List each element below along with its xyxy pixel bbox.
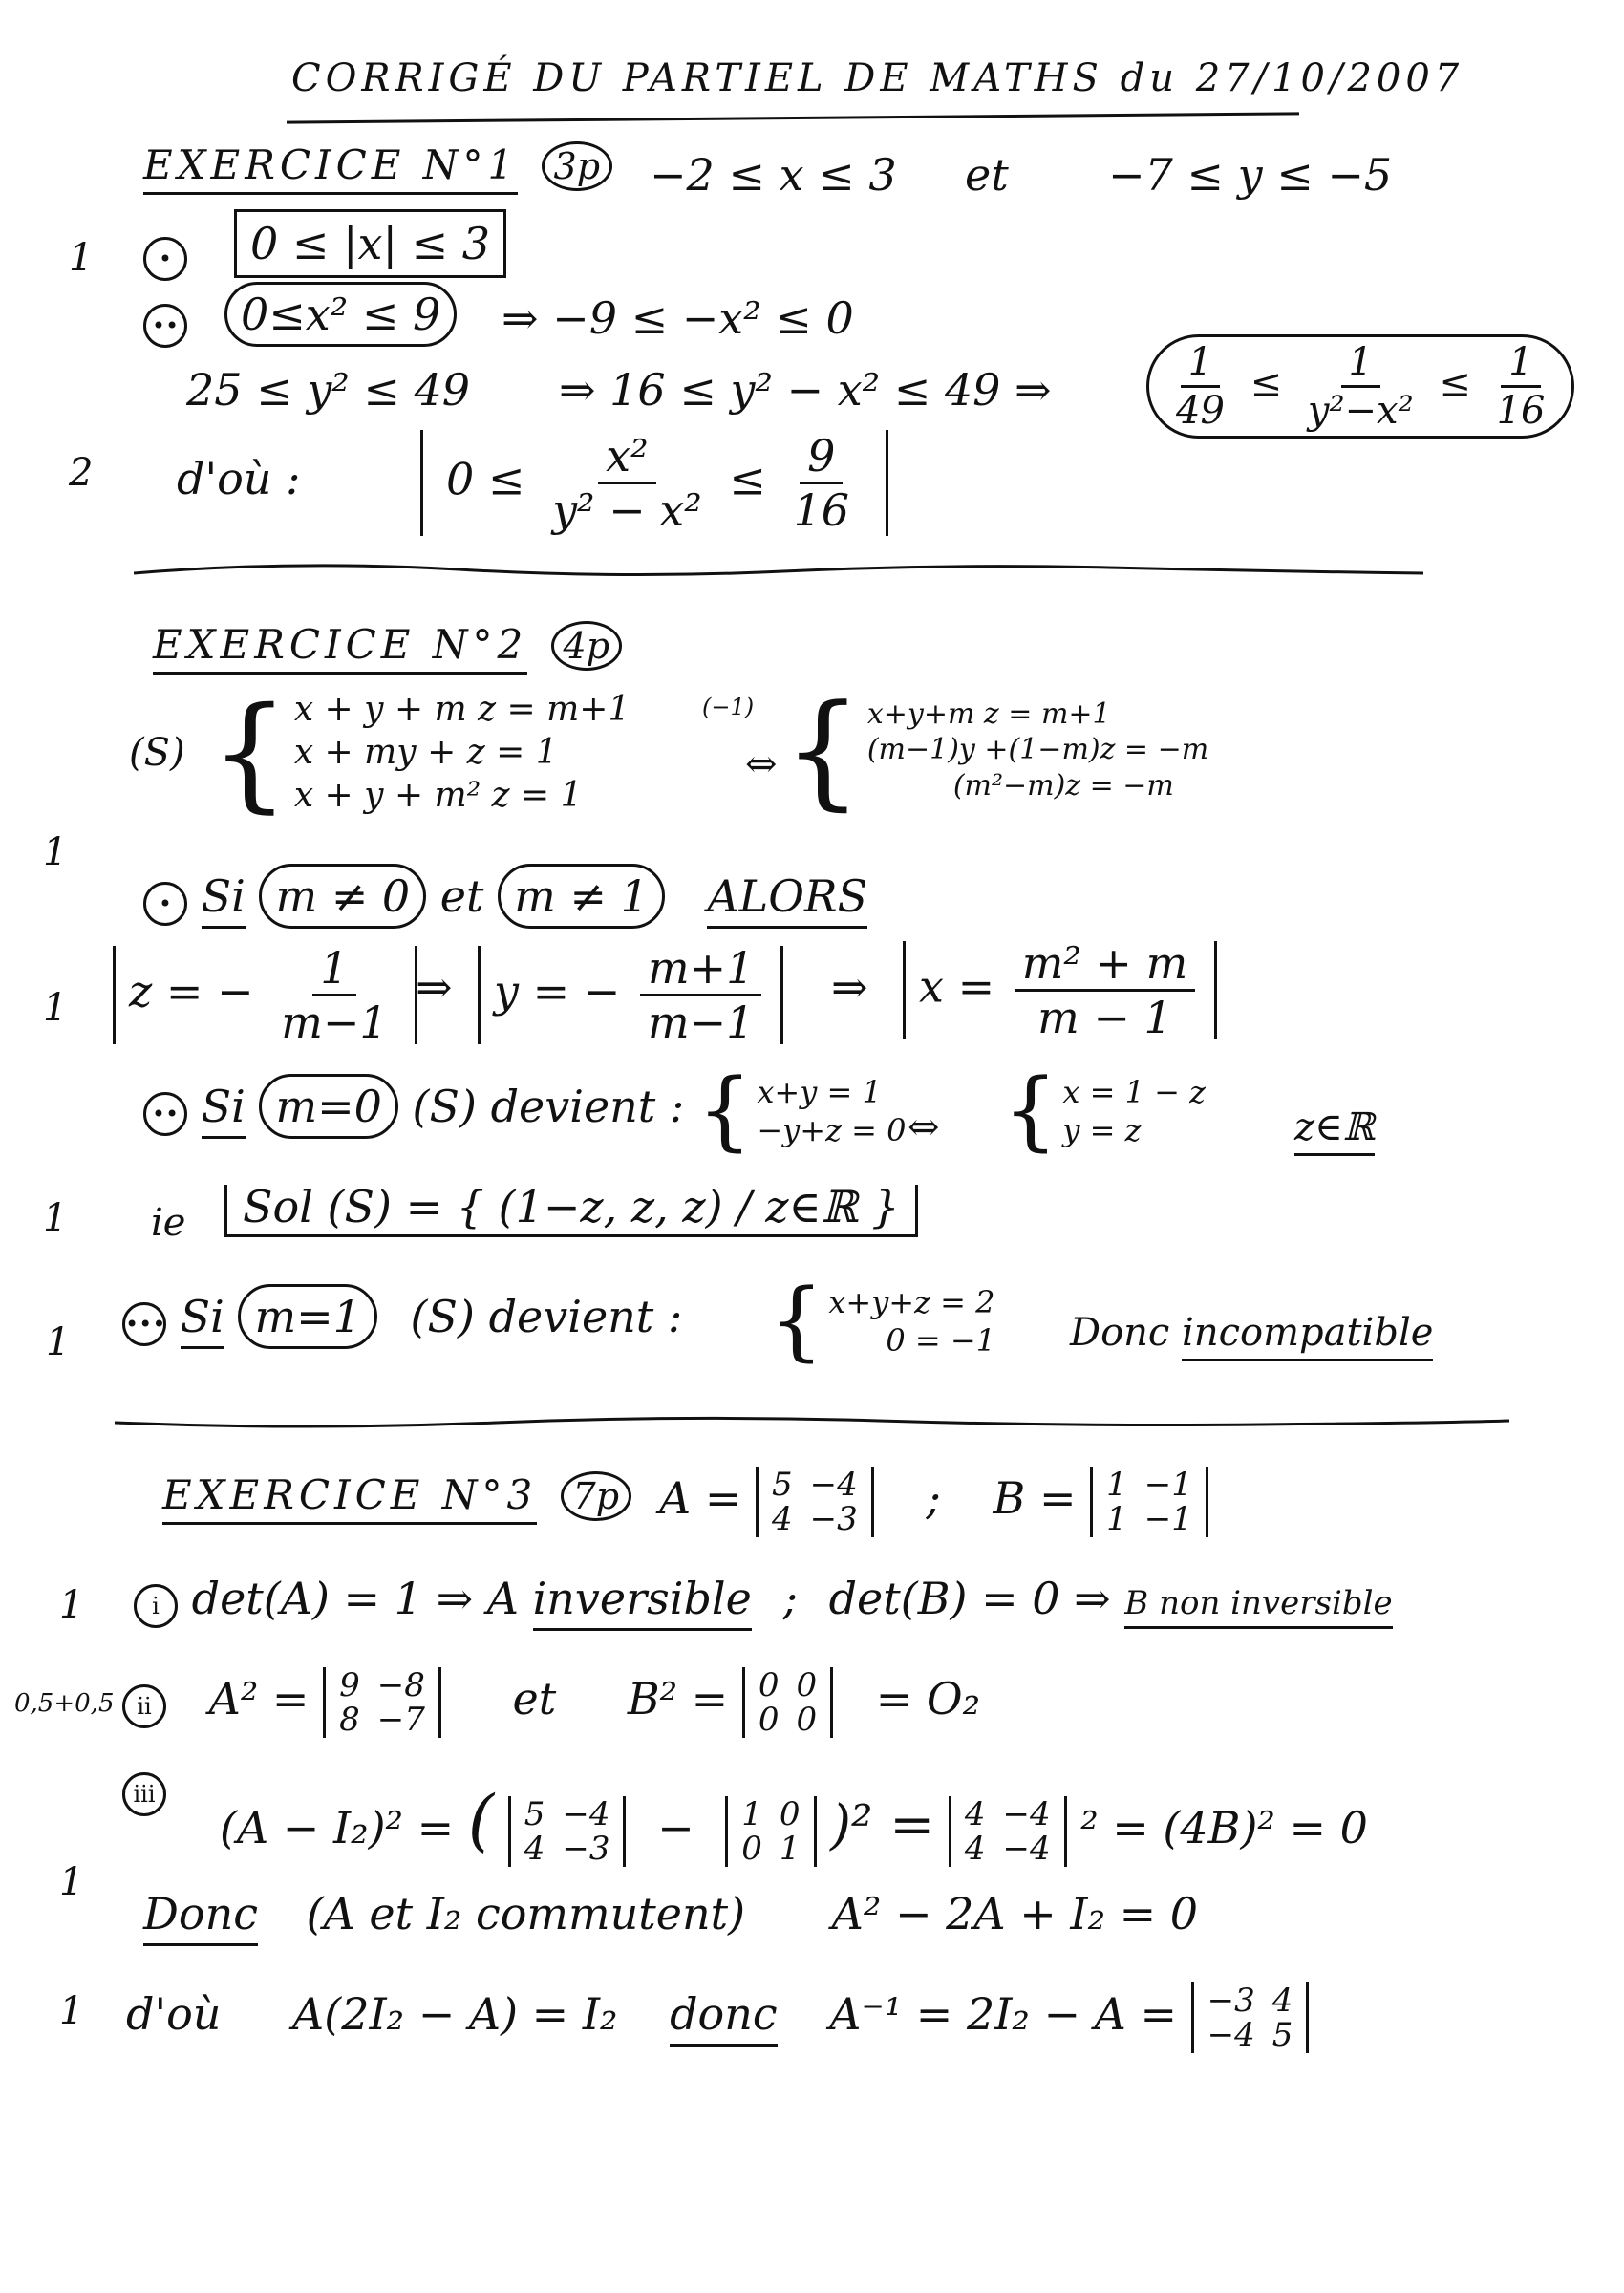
ex2-solution-set: Sol (S) = { (1−z, z, z) / z∈ℝ } bbox=[224, 1185, 918, 1237]
bullet-icon: iii bbox=[122, 1772, 166, 1816]
ex1-final-result: 0 ≤ $\frac{\text{x²}}{\text{y² − x²}}$ ≤ $\frac{9}{16}$ bbox=[420, 430, 888, 536]
ex3-mark-iii: 1 bbox=[59, 1860, 84, 1904]
ex2-mark-d: 1 bbox=[46, 1320, 71, 1364]
ex2-system-label: (S) bbox=[129, 731, 185, 775]
bullet-icon: •• bbox=[143, 1092, 187, 1136]
ex1-heading bbox=[143, 141, 612, 191]
section-divider bbox=[134, 556, 1423, 585]
ex2-z-solution: z = − $\frac{1}{m-1}$ bbox=[113, 946, 417, 1044]
ex2-case2-param: z∈ℝ bbox=[1294, 1105, 1375, 1156]
ex2-points: 4p bbox=[551, 621, 623, 671]
ex2-row-op: (−1) bbox=[702, 694, 755, 720]
ex1-negx2-range: ⇒ −9 ≤ −x² ≤ 0 bbox=[502, 292, 854, 344]
page-title: CORRIGÉ DU PARTIEL DE MATHS du 27/10/2007 bbox=[291, 56, 1464, 100]
ex3-mark-i: 1 bbox=[59, 1583, 84, 1627]
ex2-system-left: { x + y + m z = m+1 x + my + z = 1 x + y + m² z = 1 bbox=[210, 679, 630, 825]
ex2-case2-solution: { x = 1 − z y = z bbox=[1003, 1061, 1206, 1161]
ex2-mark-b: 1 bbox=[43, 986, 68, 1030]
ex1-mark-1: 1 bbox=[69, 236, 94, 280]
bullet-icon: • bbox=[143, 882, 187, 926]
ex1-mark-2: 2 bbox=[69, 451, 94, 495]
ex2-case2-system: { x+y = 1 −y+z = 0 bbox=[697, 1061, 907, 1161]
ex2-implies: ⇒ bbox=[831, 961, 868, 1013]
ex1-dou: d'où : bbox=[177, 453, 301, 504]
ex1-y2-range: 25 ≤ y² ≤ 49 bbox=[186, 364, 471, 416]
ex2-y-solution: y = − $\frac{m+1}{m-1}$ bbox=[478, 946, 783, 1044]
ex3-a-minus-i-squared: (A − I₂)² = ( 5 −4 4 −3 − 1 0 0 1 )² = 4 −4 4 −4 ² = (4B)² = 0 bbox=[220, 1781, 1368, 1868]
ex3-points: 7p bbox=[561, 1471, 632, 1521]
ex2-case3: ••• Si m=1 (S) devient : bbox=[122, 1295, 682, 1346]
ex2-case1: • Si m ≠ 0 et m ≠ 1 ALORS bbox=[143, 874, 867, 926]
title-underline bbox=[287, 112, 1299, 123]
ex2-heading bbox=[153, 621, 622, 671]
ex1-and: et bbox=[965, 149, 1009, 201]
ex3-mark-iv: 1 bbox=[59, 1989, 84, 2033]
ex2-case2: •• Si m=0 (S) devient : bbox=[143, 1084, 684, 1136]
ex1-diff-range: ⇒ 16 ≤ y² − x² ≤ 49 ⇒ bbox=[559, 364, 1052, 416]
bullet-icon: ••• bbox=[122, 1302, 166, 1346]
ex1-x2-range: 0≤x² ≤ 9 bbox=[224, 282, 457, 347]
ex2-system-right: { x+y+m z = m+1 (m−1)y +(1−m)z = −m (m²−m)z = −m bbox=[783, 677, 1209, 823]
ex2-x-solution: x = $\frac{\text{m² + m}}{m - 1}$ bbox=[903, 941, 1217, 1039]
ex3-inverse-line: d'où A(2I₂ − A) = I₂ donc A⁻¹ = 2I₂ − A = −3 4 −4 5 bbox=[126, 1982, 1309, 2053]
ex2-title: EXERCICE N°2 bbox=[153, 621, 527, 675]
ex1-given-y: −7 ≤ y ≤ −5 bbox=[1108, 149, 1393, 201]
ex2-mark-a: 1 bbox=[43, 830, 68, 874]
bullet-icon: • bbox=[143, 237, 187, 281]
ex3-squares: ii A² = 9 −8 8 −7 et B² = 0 0 0 0 = O₂ bbox=[122, 1667, 980, 1738]
ex1-points: 3p bbox=[542, 141, 613, 191]
ex1-given-x: −2 ≤ x ≤ 3 bbox=[650, 149, 897, 201]
ex1-result-abs: 0 ≤ |x| ≤ 3 bbox=[234, 209, 506, 278]
ex1-reciprocal-range: $\frac{1}{49}$ ≤ $\frac{1}{\text{y²−x²}}$ ≤ $\frac{1}{16}$ bbox=[1146, 334, 1574, 439]
ex2-mark-c: 1 bbox=[43, 1196, 68, 1240]
ex2-case3-conclusion: Donc incompatible bbox=[1070, 1314, 1433, 1352]
section-divider bbox=[115, 1409, 1509, 1438]
ex2-case2-equiv: ⇔ bbox=[908, 1105, 940, 1149]
ex2-case3-system: { x+y+z = 2 0 = −1 bbox=[769, 1271, 996, 1371]
ex3-determinants: i det(A) = 1 ⇒ A inversible ; det(B) = 0 ⇒ B non inversible bbox=[134, 1576, 1393, 1628]
ex3-identity-line: Donc (A et I₂ commutent) A² − 2A + I₂ = 0 bbox=[143, 1892, 1198, 1936]
ex2-ie: ie bbox=[151, 1201, 186, 1245]
ex3-matrix-a-def: A = 5 −4 4 −3 ; B = 1 −1 1 −1 bbox=[659, 1467, 1208, 1537]
ex2-implies: ⇒ bbox=[416, 961, 453, 1013]
ex3-title: EXERCICE N°3 bbox=[162, 1471, 537, 1525]
ex2-equivalence: ⇔ bbox=[745, 742, 778, 786]
ex1-title: EXERCICE N°1 bbox=[143, 141, 518, 195]
bullet-icon: •• bbox=[143, 304, 187, 348]
ex3-heading bbox=[162, 1471, 631, 1521]
ex3-mark-ii: 0,5+0,5 bbox=[14, 1689, 115, 1718]
